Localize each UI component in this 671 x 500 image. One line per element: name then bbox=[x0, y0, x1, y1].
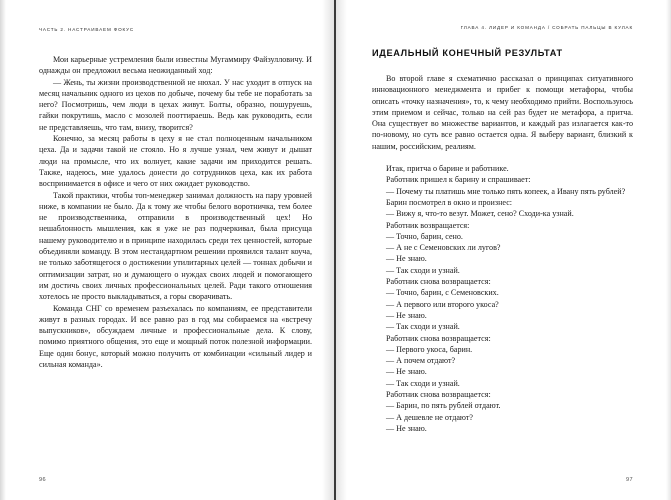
left-page-body bbox=[39, 54, 312, 370]
dialogue-line: — Почему ты платишь мне только пять копеек, а Ивану пять рублей? bbox=[386, 186, 626, 196]
dialogue-line: — А первого или второго укоса? bbox=[386, 299, 499, 309]
dialogue-line: — Так сходи и узнай. bbox=[386, 265, 460, 275]
paragraph: Команда СНГ со временем разъехалась по компаниям, ее представители живут в разных городах. И все равно раз в год мы собираемся на «встречу выпускников», обсуждаем личные и профессиональные дела. К слову, помимо приятного общения, это еще и мощный поток полезной информации. Еще один бонус, который можно получить от комбинации «сильный лидер и сильная команда». bbox=[39, 303, 312, 370]
running-head-left: ЧАСТЬ 2. НАСТРАИВАЕМ ФОКУС bbox=[39, 27, 135, 32]
dialogue-line: — Барин, по пять рублей отдают. bbox=[386, 401, 501, 411]
page-number-left: 96 bbox=[39, 477, 47, 483]
dialogue-line: Работник снова возвращается: bbox=[386, 333, 491, 343]
parable-dialogue bbox=[372, 163, 633, 434]
dialogue-line: — Точно, барин, с Семеновских. bbox=[386, 288, 499, 298]
right-page bbox=[336, 0, 671, 500]
dialogue-line: — А почем отдают? bbox=[386, 356, 456, 366]
page-number-right: 97 bbox=[625, 477, 633, 483]
dialogue-line: — Не знаю. bbox=[386, 310, 427, 320]
running-head-right: ГЛАВА 4. ЛИДЕР И КОМАНДА / СОБРАТЬ ПАЛЬЦЫ В КУЛАК bbox=[460, 25, 633, 30]
dialogue-line: Работник снова возвращается: bbox=[386, 277, 491, 287]
right-page-body bbox=[372, 48, 633, 434]
paragraph: Такой практики, чтобы топ-менеджер занимал должность на пару уровней ниже, в компании не было. Да к тому же чтобы белого воротничка, тем более не производственника, отправили в производственный цех! Но нешаблонность мышления, как я уже не раз подчеркивал, была присуща нашему руководителю и в принципе находилась среди тех ценностей, которые объединяли команду. В этом нестандартном решении проявился талант коуча, не только заботящегося о достижении утилитарных целей — тоннах добычи и оптимизации затрат, но и думающего о нуждах своих людей и помогающего им достичь своих личных профессиональных целей. Ради такого отношения хотелось не просто выкладываться, а горы сворачивать. bbox=[39, 190, 312, 302]
dialogue-line: — Не знаю. bbox=[386, 254, 427, 264]
dialogue-line: — Так сходи и узнай. bbox=[386, 378, 460, 388]
dialogue-line: — Не знаю. bbox=[386, 423, 427, 433]
dialogue-line: — Точно, барин, сено. bbox=[386, 231, 463, 241]
dialogue-line: Работник пришел к барину и спрашивает: bbox=[386, 175, 531, 185]
paragraph: — Жень, ты жизни производственной не нюхал. У нас уходит в отпуск на месяц начальник одного из цехов по добыче, почему бы тебе не поработать за него? Посмотришь, чем люди в цехах живут. Болты, образно, пошуруешь, гайки покрутишь, масло с мозолей пооттираешь. Ведь как руководить, если не представляешь, что там, внизу, творится? bbox=[39, 77, 312, 132]
dialogue-line: Работник снова возвращается: bbox=[386, 390, 491, 400]
dialogue-line: — Не знаю. bbox=[386, 367, 427, 377]
section-title: ИДЕАЛЬНЫЙ КОНЕЧНЫЙ РЕЗУЛЬТАТ bbox=[372, 48, 563, 58]
dialogue-line: — А дешевле не отдают? bbox=[386, 412, 473, 422]
dialogue-line: Барин посмотрел в окно и произнес: bbox=[386, 197, 513, 207]
dialogue-line: — Вижу я, что-то везут. Может, сено? Сходи-ка узнай. bbox=[386, 209, 574, 219]
dialogue-line: Работник возвращается: bbox=[386, 220, 470, 230]
dialogue-line: Итак, притча о барине и работнике. bbox=[386, 164, 509, 174]
paragraph: Во второй главе я схематично рассказал о принципах ситуативного инновационного менеджмента и прибег к помощи метафоры, чтобы описать «точку назначения», то, к чему необходимо прийти. Воспользуюсь этим приемом и сейчас, только на сей раз будет не метафора, а притча. Она существует во множестве вариантов, и каждый раз излагается как-то по-новому, но суть все равно остается одна. Я выберу вариант, близкий к нашим, российским, реалиям. bbox=[372, 74, 633, 151]
dialogue-line: — А не с Семеновских ли лугов? bbox=[386, 243, 501, 253]
paragraph: Мои карьерные устремления были известны Мугаммиру Файзулловичу. И однажды он предложил весьма неожиданный ход: bbox=[39, 55, 312, 76]
paragraph: Конечно, за месяц работы в цеху я не стал полноценным начальником цеха. Да и задачи такой не стояло. Но я лучше узнал, чем живут и дышат люди на промысле, что их волнует, какие задачи им приходится решать. Также, надеюсь, мне удалось донести до сотрудников цеха, как их работа воспринимается в офисе и чего от них ожидает руководство. bbox=[39, 134, 312, 189]
dialogue-line: — Первого укоса, барин. bbox=[386, 344, 473, 354]
left-page bbox=[0, 0, 334, 500]
dialogue-line: — Так сходи и узнай. bbox=[386, 322, 460, 332]
